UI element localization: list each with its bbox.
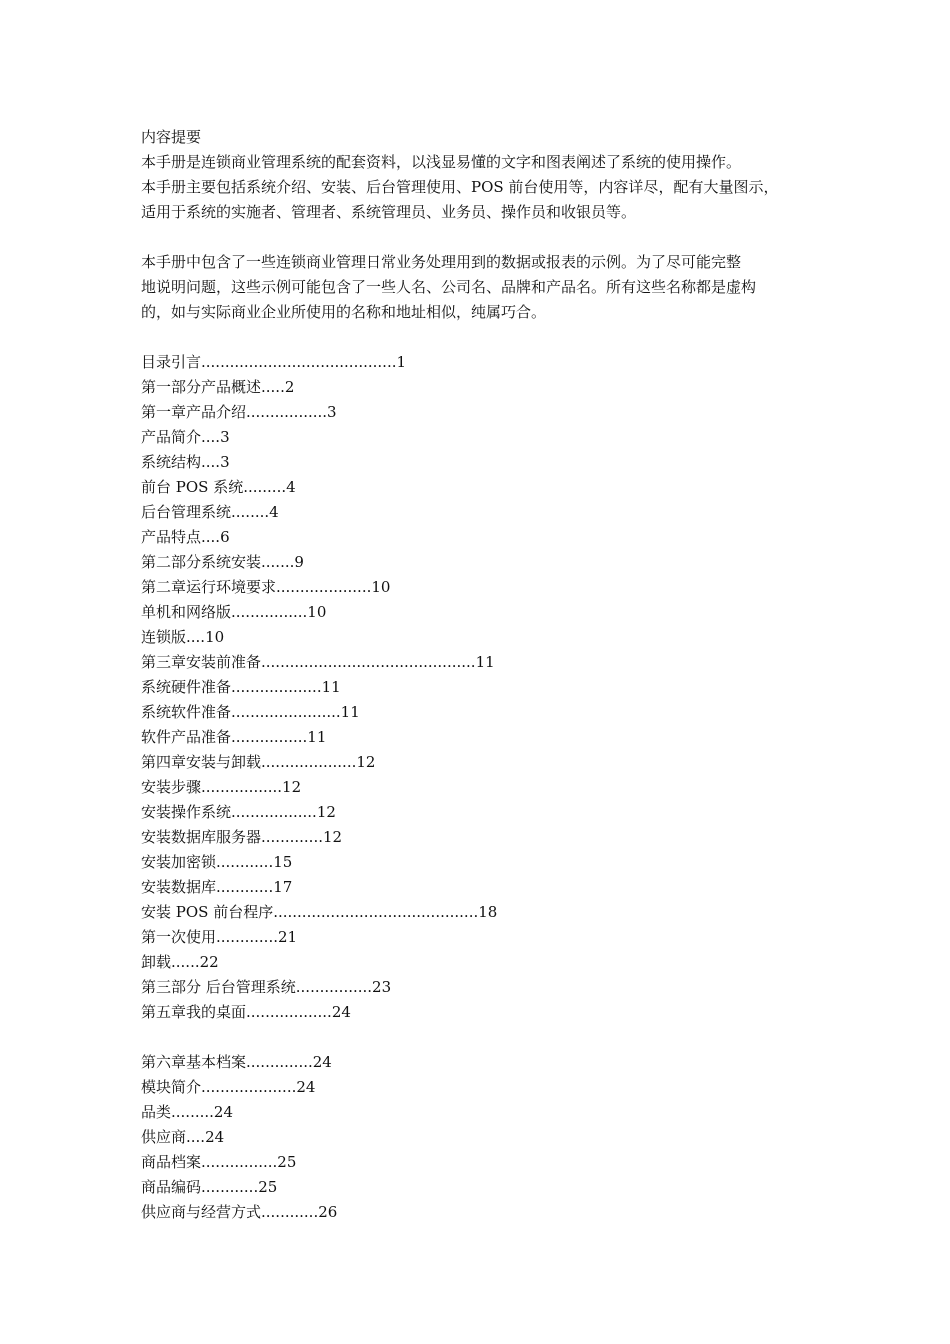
toc-entry: 产品特点....6 <box>141 528 230 546</box>
toc-entry: 商品档案................25 <box>141 1153 297 1171</box>
toc-entry: 软件产品准备................11 <box>141 728 327 746</box>
document-page <box>141 125 821 1225</box>
paragraph-gap <box>141 225 821 250</box>
toc-entry: 系统结构....3 <box>141 453 230 471</box>
table-of-contents <box>141 350 821 1225</box>
toc-entry: 商品编码............25 <box>141 1178 278 1196</box>
toc-entry: 模块简介....................24 <box>141 1078 316 1096</box>
toc-entry: 第一部分产品概述.....2 <box>141 378 295 396</box>
toc-entry: 第三部分 后台管理系统................23 <box>141 978 392 996</box>
toc-entry: 目录引言.........................................1 <box>141 353 407 371</box>
toc-entry: 供应商....24 <box>141 1128 225 1146</box>
toc-entry: 安装步骤.................12 <box>141 778 302 796</box>
toc-gap <box>141 1025 821 1050</box>
toc-entry: 连锁版....10 <box>141 628 225 646</box>
toc-entry: 安装操作系统..................12 <box>141 803 336 821</box>
toc-entry: 安装数据库............17 <box>141 878 293 896</box>
toc-entry: 第三章安装前准备.............................................11 <box>141 653 495 671</box>
toc-entry: 第一次使用.............21 <box>141 928 298 946</box>
summary-heading: 内容提要 <box>141 128 202 146</box>
summary-para1-line1: 本手册是连锁商业管理系统的配套资料，以浅显易懂的文字和图表阐述了系统的使用操作。 <box>141 153 742 171</box>
summary-para1-line3: 适用于系统的实施者、管理者、系统管理员、业务员、操作员和收银员等。 <box>141 203 637 221</box>
toc-entry: 供应商与经营方式............26 <box>141 1203 338 1221</box>
summary-para2-line3: 的，如与实际商业企业所使用的名称和地址相似，纯属巧合。 <box>141 303 547 321</box>
toc-entry: 第五章我的桌面..................24 <box>141 1003 351 1021</box>
toc-entry: 第二章运行环境要求....................10 <box>141 578 391 596</box>
summary-para2-line1: 本手册中包含了一些连锁商业管理日常业务处理用到的数据或报表的示例。为了尽可能完整 <box>141 253 742 271</box>
toc-entry: 安装数据库服务器.............12 <box>141 828 343 846</box>
toc-entry: 第六章基本档案..............24 <box>141 1053 332 1071</box>
toc-entry: 安装加密锁............15 <box>141 853 293 871</box>
paragraph-gap <box>141 325 821 350</box>
toc-entry: 系统硬件准备...................11 <box>141 678 341 696</box>
toc-entry: 第四章安装与卸载....................12 <box>141 753 376 771</box>
toc-entry: 产品简介....3 <box>141 428 230 446</box>
toc-entry: 前台 POS 系统.........4 <box>141 478 296 496</box>
toc-entry: 单机和网络版................10 <box>141 603 327 621</box>
toc-entry: 后台管理系统........4 <box>141 503 279 521</box>
toc-entry: 系统软件准备.......................11 <box>141 703 360 721</box>
summary-para1-line2: 本手册主要包括系统介绍、安装、后台管理使用、POS 前台使用等，内容详尽，配有大量图示， <box>141 178 779 196</box>
toc-entry: 安装 POS 前台程序...........................................18 <box>141 903 498 921</box>
toc-entry: 品类.........24 <box>141 1103 233 1121</box>
toc-entry: 卸载......22 <box>141 953 219 971</box>
toc-entry: 第二部分系统安装.......9 <box>141 553 304 571</box>
toc-entry: 第一章产品介绍.................3 <box>141 403 337 421</box>
summary-para2-line2: 地说明问题，这些示例可能包含了一些人名、公司名、品牌和产品名。所有这些名称都是虚构 <box>141 278 757 296</box>
